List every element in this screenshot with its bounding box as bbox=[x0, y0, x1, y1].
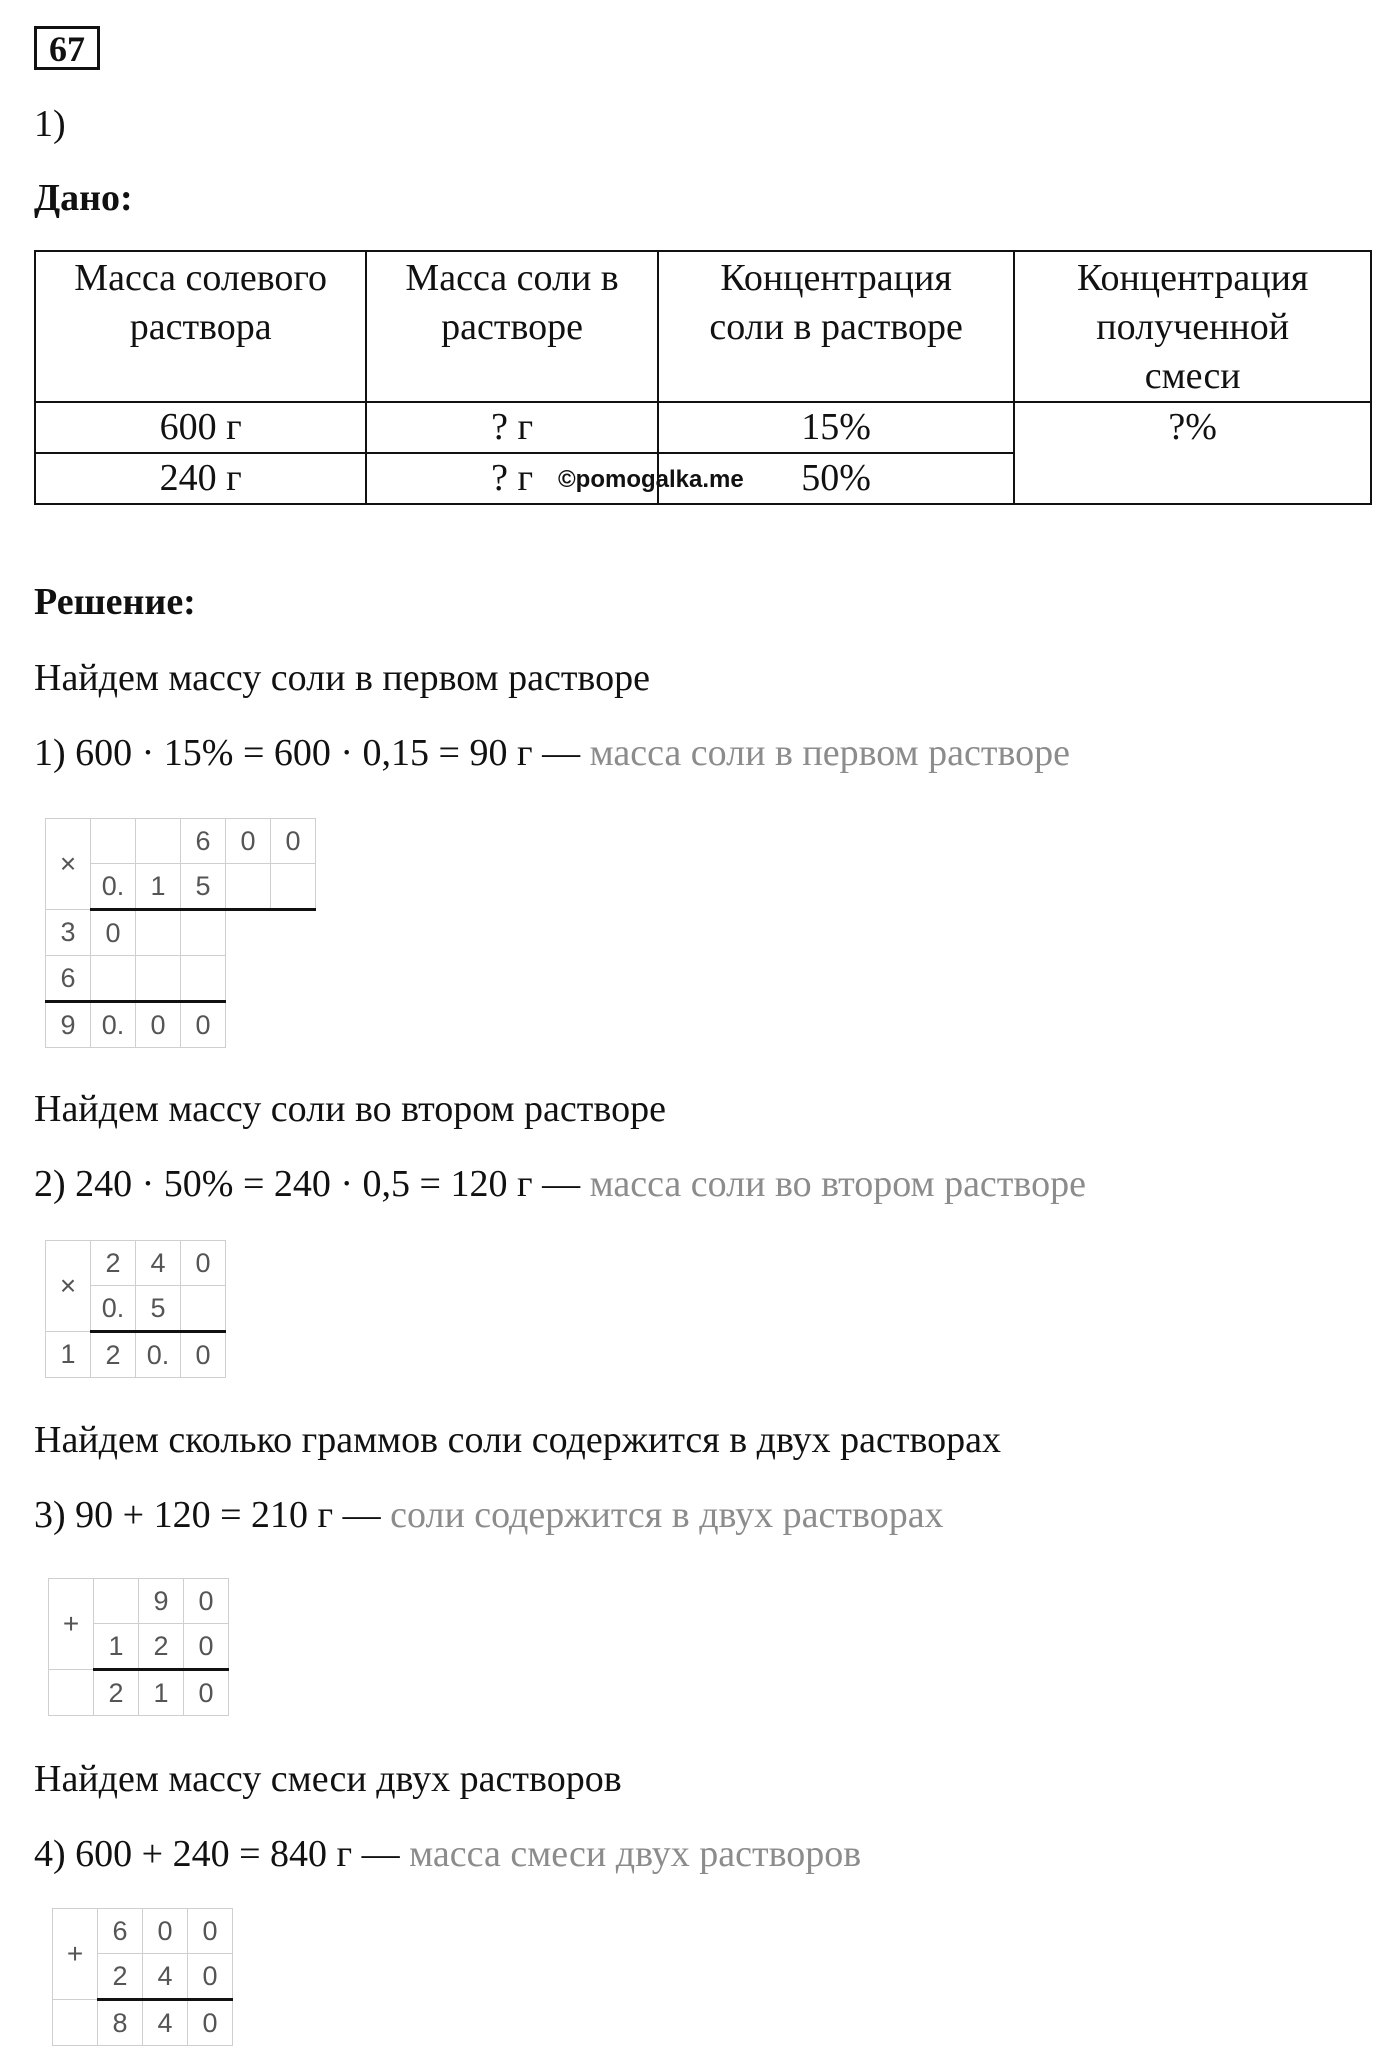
header-mixture-concentration bbox=[1014, 251, 1371, 402]
calc-cell: 0. bbox=[91, 1286, 136, 1332]
calc-cell: 0 bbox=[271, 819, 316, 864]
table-cell: 240 г bbox=[35, 453, 366, 504]
calc-cell bbox=[136, 956, 181, 1002]
calc-row bbox=[46, 819, 316, 864]
header-line: Масса солевого bbox=[74, 257, 328, 299]
calc-cell bbox=[271, 864, 316, 910]
calc-operator: × bbox=[46, 1241, 91, 1332]
table-row bbox=[35, 402, 1371, 453]
calc-cell bbox=[136, 910, 181, 956]
watermark: ©pomogalka.me bbox=[558, 466, 744, 493]
calc-cell bbox=[136, 819, 181, 864]
calc-cell bbox=[49, 1670, 94, 1716]
calc-row bbox=[46, 910, 316, 956]
header-solution-mass bbox=[35, 251, 366, 402]
calc-row bbox=[53, 1909, 233, 1954]
column-calc-4 bbox=[52, 1908, 233, 2046]
calc-cell: 2 bbox=[91, 1332, 136, 1378]
calc-cell: 0. bbox=[136, 1332, 181, 1378]
calc-cell: 0 bbox=[181, 1002, 226, 1048]
calc-operator: + bbox=[53, 1909, 98, 2000]
calc-cell bbox=[94, 1579, 139, 1624]
calc-row bbox=[49, 1579, 229, 1624]
step-1-line bbox=[34, 731, 1070, 775]
calc-cell: 1 bbox=[46, 1332, 91, 1378]
step-2-intro: Найдем массу соли во втором растворе bbox=[34, 1088, 666, 1130]
calc-cell: 9 bbox=[139, 1579, 184, 1624]
task-number: 67 bbox=[34, 26, 100, 70]
calc-row bbox=[46, 1241, 226, 1286]
step-3-intro: Найдем сколько граммов соли содержится в двух растворах bbox=[34, 1419, 1002, 1461]
calc-cell: 4 bbox=[136, 1241, 181, 1286]
table-cell: ? г bbox=[366, 453, 657, 504]
calc-cell: 0 bbox=[136, 1002, 181, 1048]
calc-cell: 0 bbox=[226, 819, 271, 864]
header-salt-concentration bbox=[658, 251, 1015, 402]
calc-cell: 0. bbox=[91, 864, 136, 910]
calc-cell: 6 bbox=[181, 819, 226, 864]
calc-cell: 2 bbox=[94, 1670, 139, 1716]
step-1-note: масса соли в первом растворе bbox=[589, 732, 1070, 774]
step-3-equation: 3) 90 + 120 = 210 г — bbox=[34, 1494, 381, 1536]
table-cell: 50% bbox=[658, 453, 1015, 504]
calc-cell: 0 bbox=[181, 1241, 226, 1286]
calc-cell: 6 bbox=[46, 956, 91, 1002]
calc-cell: 0 bbox=[188, 1909, 233, 1954]
calc-cell: 8 bbox=[98, 2000, 143, 2046]
header-line: растворе bbox=[441, 306, 584, 348]
calc-cell: 5 bbox=[181, 864, 226, 910]
column-calc-2 bbox=[45, 1240, 226, 1378]
calc-cell: 1 bbox=[136, 864, 181, 910]
calc-cell: 5 bbox=[136, 1286, 181, 1332]
calc-cell: 0 bbox=[181, 1332, 226, 1378]
given-table-header-row bbox=[35, 251, 1371, 402]
calc-cell: 2 bbox=[91, 1241, 136, 1286]
calc-row bbox=[46, 1002, 316, 1048]
header-line: раствора bbox=[129, 306, 272, 348]
table-cell: 15% bbox=[658, 402, 1015, 453]
calc-cell: 0 bbox=[188, 1954, 233, 2000]
mixture-concentration-cell: ?% bbox=[1014, 402, 1371, 504]
header-line: Концентрация bbox=[1076, 257, 1309, 299]
calc-operator: + bbox=[49, 1579, 94, 1670]
calc-cell: 4 bbox=[143, 1954, 188, 2000]
calc-cell: 0 bbox=[143, 1909, 188, 1954]
given-heading: Дано: bbox=[34, 177, 133, 219]
column-calc-1 bbox=[45, 818, 316, 1048]
header-line: полученной bbox=[1096, 306, 1290, 348]
step-2-line bbox=[34, 1162, 1086, 1206]
header-line: соли в растворе bbox=[709, 306, 963, 348]
step-3-note: соли содержится в двух растворах bbox=[390, 1494, 944, 1536]
calc-cell: 4 bbox=[143, 2000, 188, 2046]
calc-cell bbox=[181, 956, 226, 1002]
step-2-note: масса соли во втором растворе bbox=[589, 1163, 1086, 1205]
calc-cell: 1 bbox=[94, 1624, 139, 1670]
step-4-equation: 4) 600 + 240 = 840 г — bbox=[34, 1833, 400, 1875]
step-1-equation: 1) 600 · 15% = 600 · 0,15 = 90 г — bbox=[34, 732, 581, 774]
calc-cell: 6 bbox=[98, 1909, 143, 1954]
step-4-line bbox=[34, 1832, 861, 1876]
calc-cell: 0 bbox=[91, 910, 136, 956]
calc-cell: 0 bbox=[184, 1670, 229, 1716]
calc-cell: 1 bbox=[139, 1670, 184, 1716]
calc-cell bbox=[181, 910, 226, 956]
calc-operator: × bbox=[46, 819, 91, 910]
calc-cell: 9 bbox=[46, 1002, 91, 1048]
header-line: Концентрация bbox=[720, 257, 952, 299]
calc-row bbox=[53, 2000, 233, 2046]
header-line: Масса соли в bbox=[405, 257, 619, 299]
calc-cell bbox=[91, 956, 136, 1002]
calc-cell: 0 bbox=[184, 1579, 229, 1624]
calc-cell: 2 bbox=[98, 1954, 143, 2000]
calc-cell bbox=[91, 819, 136, 864]
table-cell: ? г bbox=[366, 402, 657, 453]
calc-cell: 3 bbox=[46, 910, 91, 956]
calc-cell bbox=[181, 1286, 226, 1332]
calc-cell bbox=[226, 864, 271, 910]
table-cell: 600 г bbox=[35, 402, 366, 453]
header-line: смеси bbox=[1144, 355, 1241, 397]
step-4-note: масса смеси двух растворов bbox=[409, 1833, 862, 1875]
part-label: 1) bbox=[34, 103, 66, 145]
header-salt-mass bbox=[366, 251, 657, 402]
step-1-intro: Найдем массу соли в первом растворе bbox=[34, 657, 650, 699]
calc-cell bbox=[53, 2000, 98, 2046]
column-calc-3 bbox=[48, 1578, 229, 1716]
calc-row bbox=[46, 956, 316, 1002]
calc-cell: 2 bbox=[139, 1624, 184, 1670]
calc-cell: 0 bbox=[184, 1624, 229, 1670]
calc-cell: 0 bbox=[188, 2000, 233, 2046]
calc-row bbox=[49, 1670, 229, 1716]
step-3-line bbox=[34, 1493, 944, 1537]
step-2-equation: 2) 240 · 50% = 240 · 0,5 = 120 г — bbox=[34, 1163, 581, 1205]
solution-heading: Решение: bbox=[34, 581, 196, 623]
step-4-intro: Найдем массу смеси двух растворов bbox=[34, 1758, 622, 1800]
calc-cell: 0. bbox=[91, 1002, 136, 1048]
calc-row bbox=[46, 1332, 226, 1378]
